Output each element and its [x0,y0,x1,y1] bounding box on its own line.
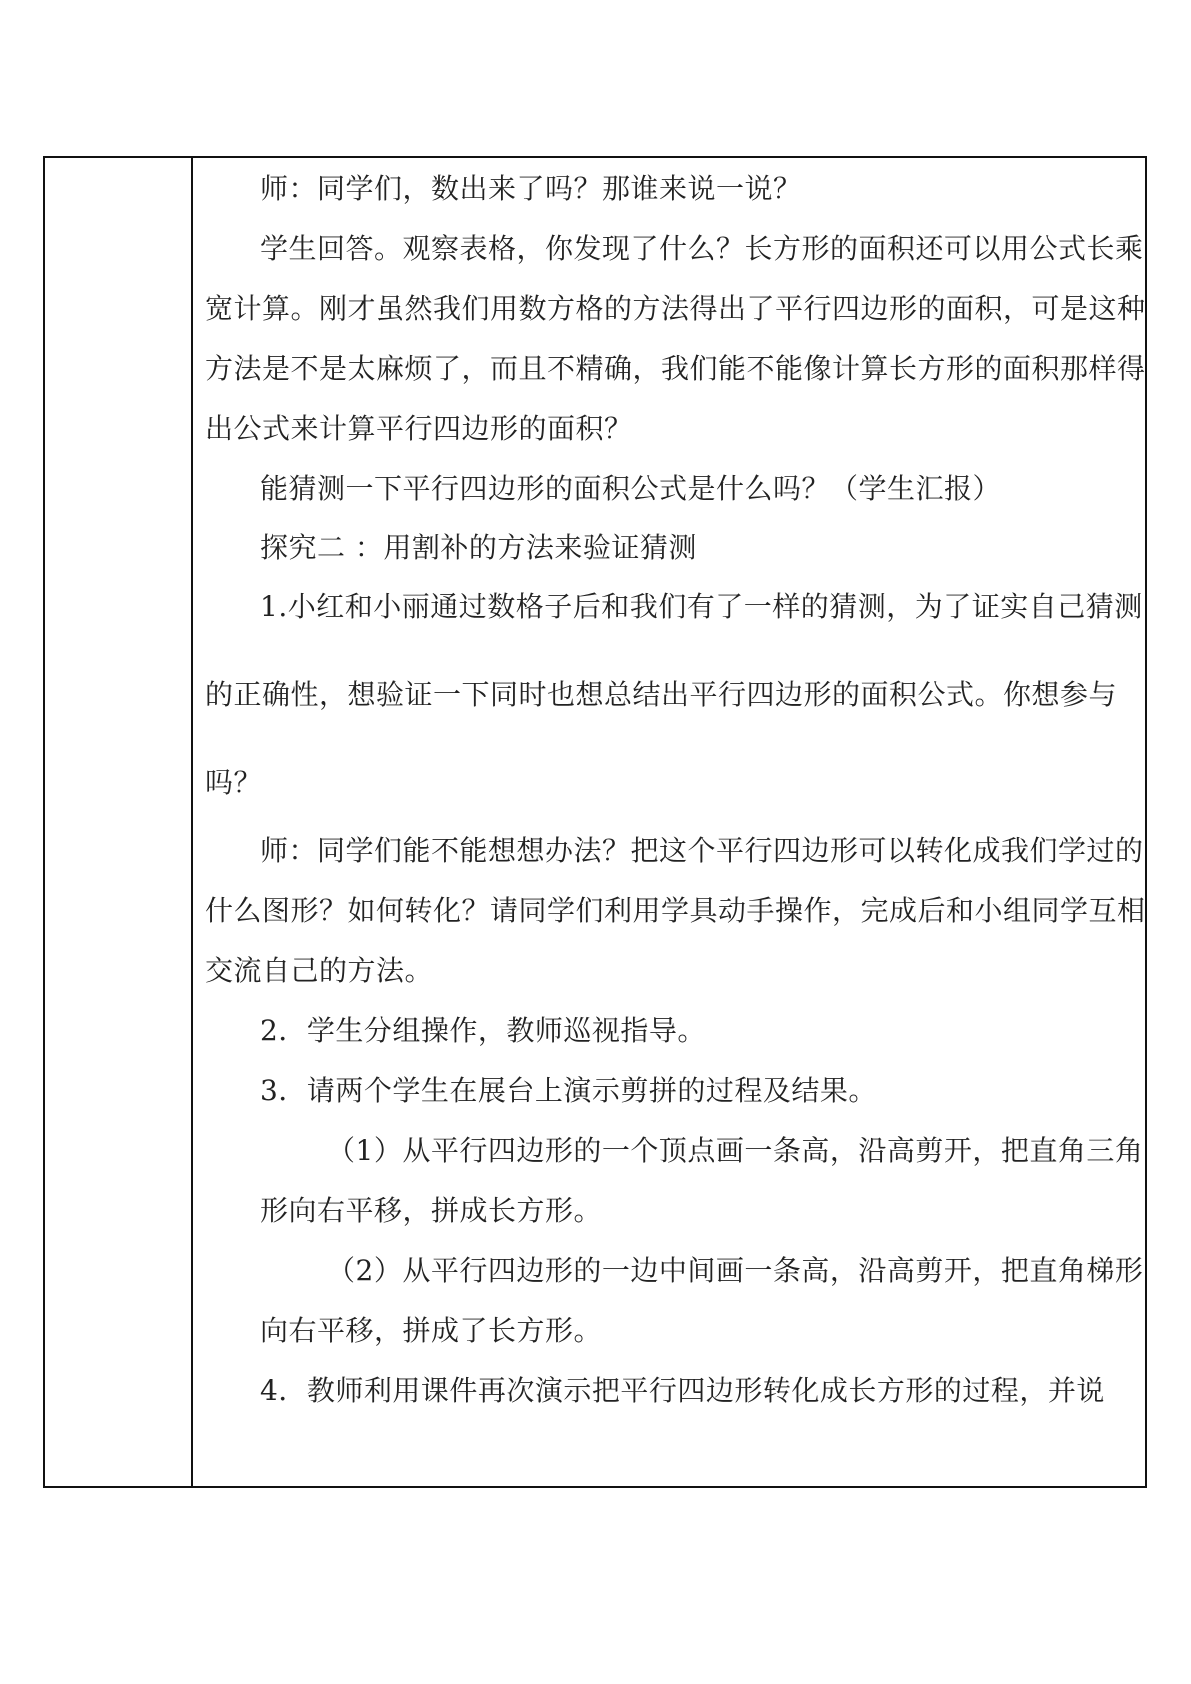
paragraph-line: 师：同学们，数出来了吗？那谁来说一说？ [260,172,802,205]
paragraph-line: 出公式来计算平行四边形的面积？ [205,412,633,445]
paragraph-line: 什么图形？如何转化？请同学们利用学具动手操作，完成后和小组同学互相 [205,894,1146,927]
paragraph-line: 4．教师利用课件再次演示把平行四边形转化成长方形的过程，并说 [260,1374,1105,1407]
lesson-table [43,156,1147,1488]
paragraph-line: 方法是不是太麻烦了，而且不精确，我们能不能像计算长方形的面积那样得 [205,352,1146,385]
paragraph-line: 形向右平移，拼成长方形。 [260,1194,603,1227]
table-row [44,157,1146,1487]
paragraph-line: 向右平移，拼成了长方形。 [260,1314,603,1347]
paragraph-line: 交流自己的方法。 [205,954,434,987]
content-cell [192,157,1146,1487]
paragraph-line: 1.小红和小丽通过数格子后和我们有了一样的猜测，为了证实自己猜测 [260,590,1143,623]
left-column-cell [44,157,192,1487]
content-area [193,158,1145,1486]
paragraph-line: 吗？ [205,766,263,799]
paragraph-line: （2）从平行四边形的一边中间画一条高，沿高剪开，把直角梯形 [327,1254,1144,1287]
paragraph-line: 能猜测一下平行四边形的面积公式是什么吗？（学生汇报） [260,472,1002,505]
paragraph-line: 3．请两个学生在展台上演示剪拼的过程及结果。 [260,1074,877,1107]
paragraph-line: 2．学生分组操作，教师巡视指导。 [260,1014,706,1047]
paragraph-line: （1）从平行四边形的一个顶点画一条高，沿高剪开，把直角三角 [327,1134,1144,1167]
paragraph-line: 探究二 ：用割补的方法来验证猜测 [260,531,697,564]
paragraph-line: 的正确性，想验证一下同时也想总结出平行四边形的面积公式。你想参与 [205,678,1118,711]
paragraph-line: 师：同学们能不能想想办法？把这个平行四边形可以转化成我们学过的 [260,834,1144,867]
paragraph-line: 宽计算。刚才虽然我们用数方格的方法得出了平行四边形的面积，可是这种 [205,292,1146,325]
paragraph-line: 学生回答。观察表格，你发现了什么？长方形的面积还可以用公式长乘 [260,232,1144,265]
